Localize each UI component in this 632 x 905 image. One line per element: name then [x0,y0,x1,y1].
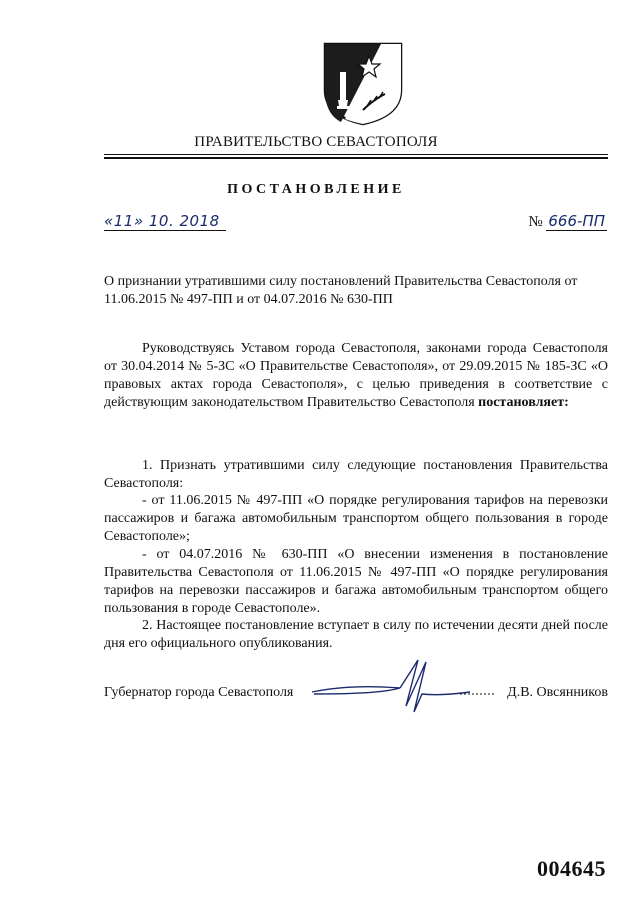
point-1-item-b: - от 04.07.2016 № 630-ПП «О внесении изменения в постановление Правительства Севастополя от 11.06.2015 № 497-ПП «О порядке регулирования тарифов на перевозки пассажиров и багажа автомобильным транспортом общего пользования в городе Севастополе». [104,547,608,616]
document-subject: О признании утратившими силу постановлений Правительства Севастополя от 11.06.2015 № 497-ПП и от 04.07.2016 № 630-ПП [104,274,578,307]
header-divider-thick [104,157,608,159]
number-sign: № [528,214,543,230]
point-1-item-a: - от 11.06.2015 № 497-ПП «О порядке регулирования тарифов на перевозки пассажиров и багажа автомобильным транспортом общего пользования в городе Севастополе»; [104,493,608,544]
sevastopol-coat-of-arms-icon [323,42,403,126]
handwritten-signature [310,654,500,718]
header-divider-thin [104,154,608,155]
document-type-heading: ПОСТАНОВЛЕНИЕ [227,182,405,197]
preamble-paragraph [104,340,608,412]
document-number [528,212,607,231]
serial-number: 004645 [537,856,606,881]
preamble-text: Руководствуясь Уставом города Севастополя, законами города Севастополя от 30.04.2014 № 5-ЗС «О Правительстве Севастополя», от 29.09.2015 № 185-ЗС «О правовых актах города Севастополя», с целью приведения в соответствие с действующим законодательством Правительство Севастополя [104,341,608,410]
government-title: ПРАВИТЕЛЬСТВО СЕВАСТОПОЛЯ [194,134,438,150]
document-date: «11» 10. 2018 [104,212,226,231]
point-1: 1. Признать утратившими силу следующие постановления Правительства Севастополя: [104,458,608,491]
point-2: 2. Настоящее постановление вступает в силу по истечении десяти дней после дня его официального опубликования. [104,618,608,651]
number-value: 666-ПП [548,212,605,230]
signatory-name: Д.В. Овсянников [507,685,608,700]
signatory-position: Губернатор города Севастополя [104,685,294,700]
preamble-decree-word: постановляет: [478,395,569,410]
